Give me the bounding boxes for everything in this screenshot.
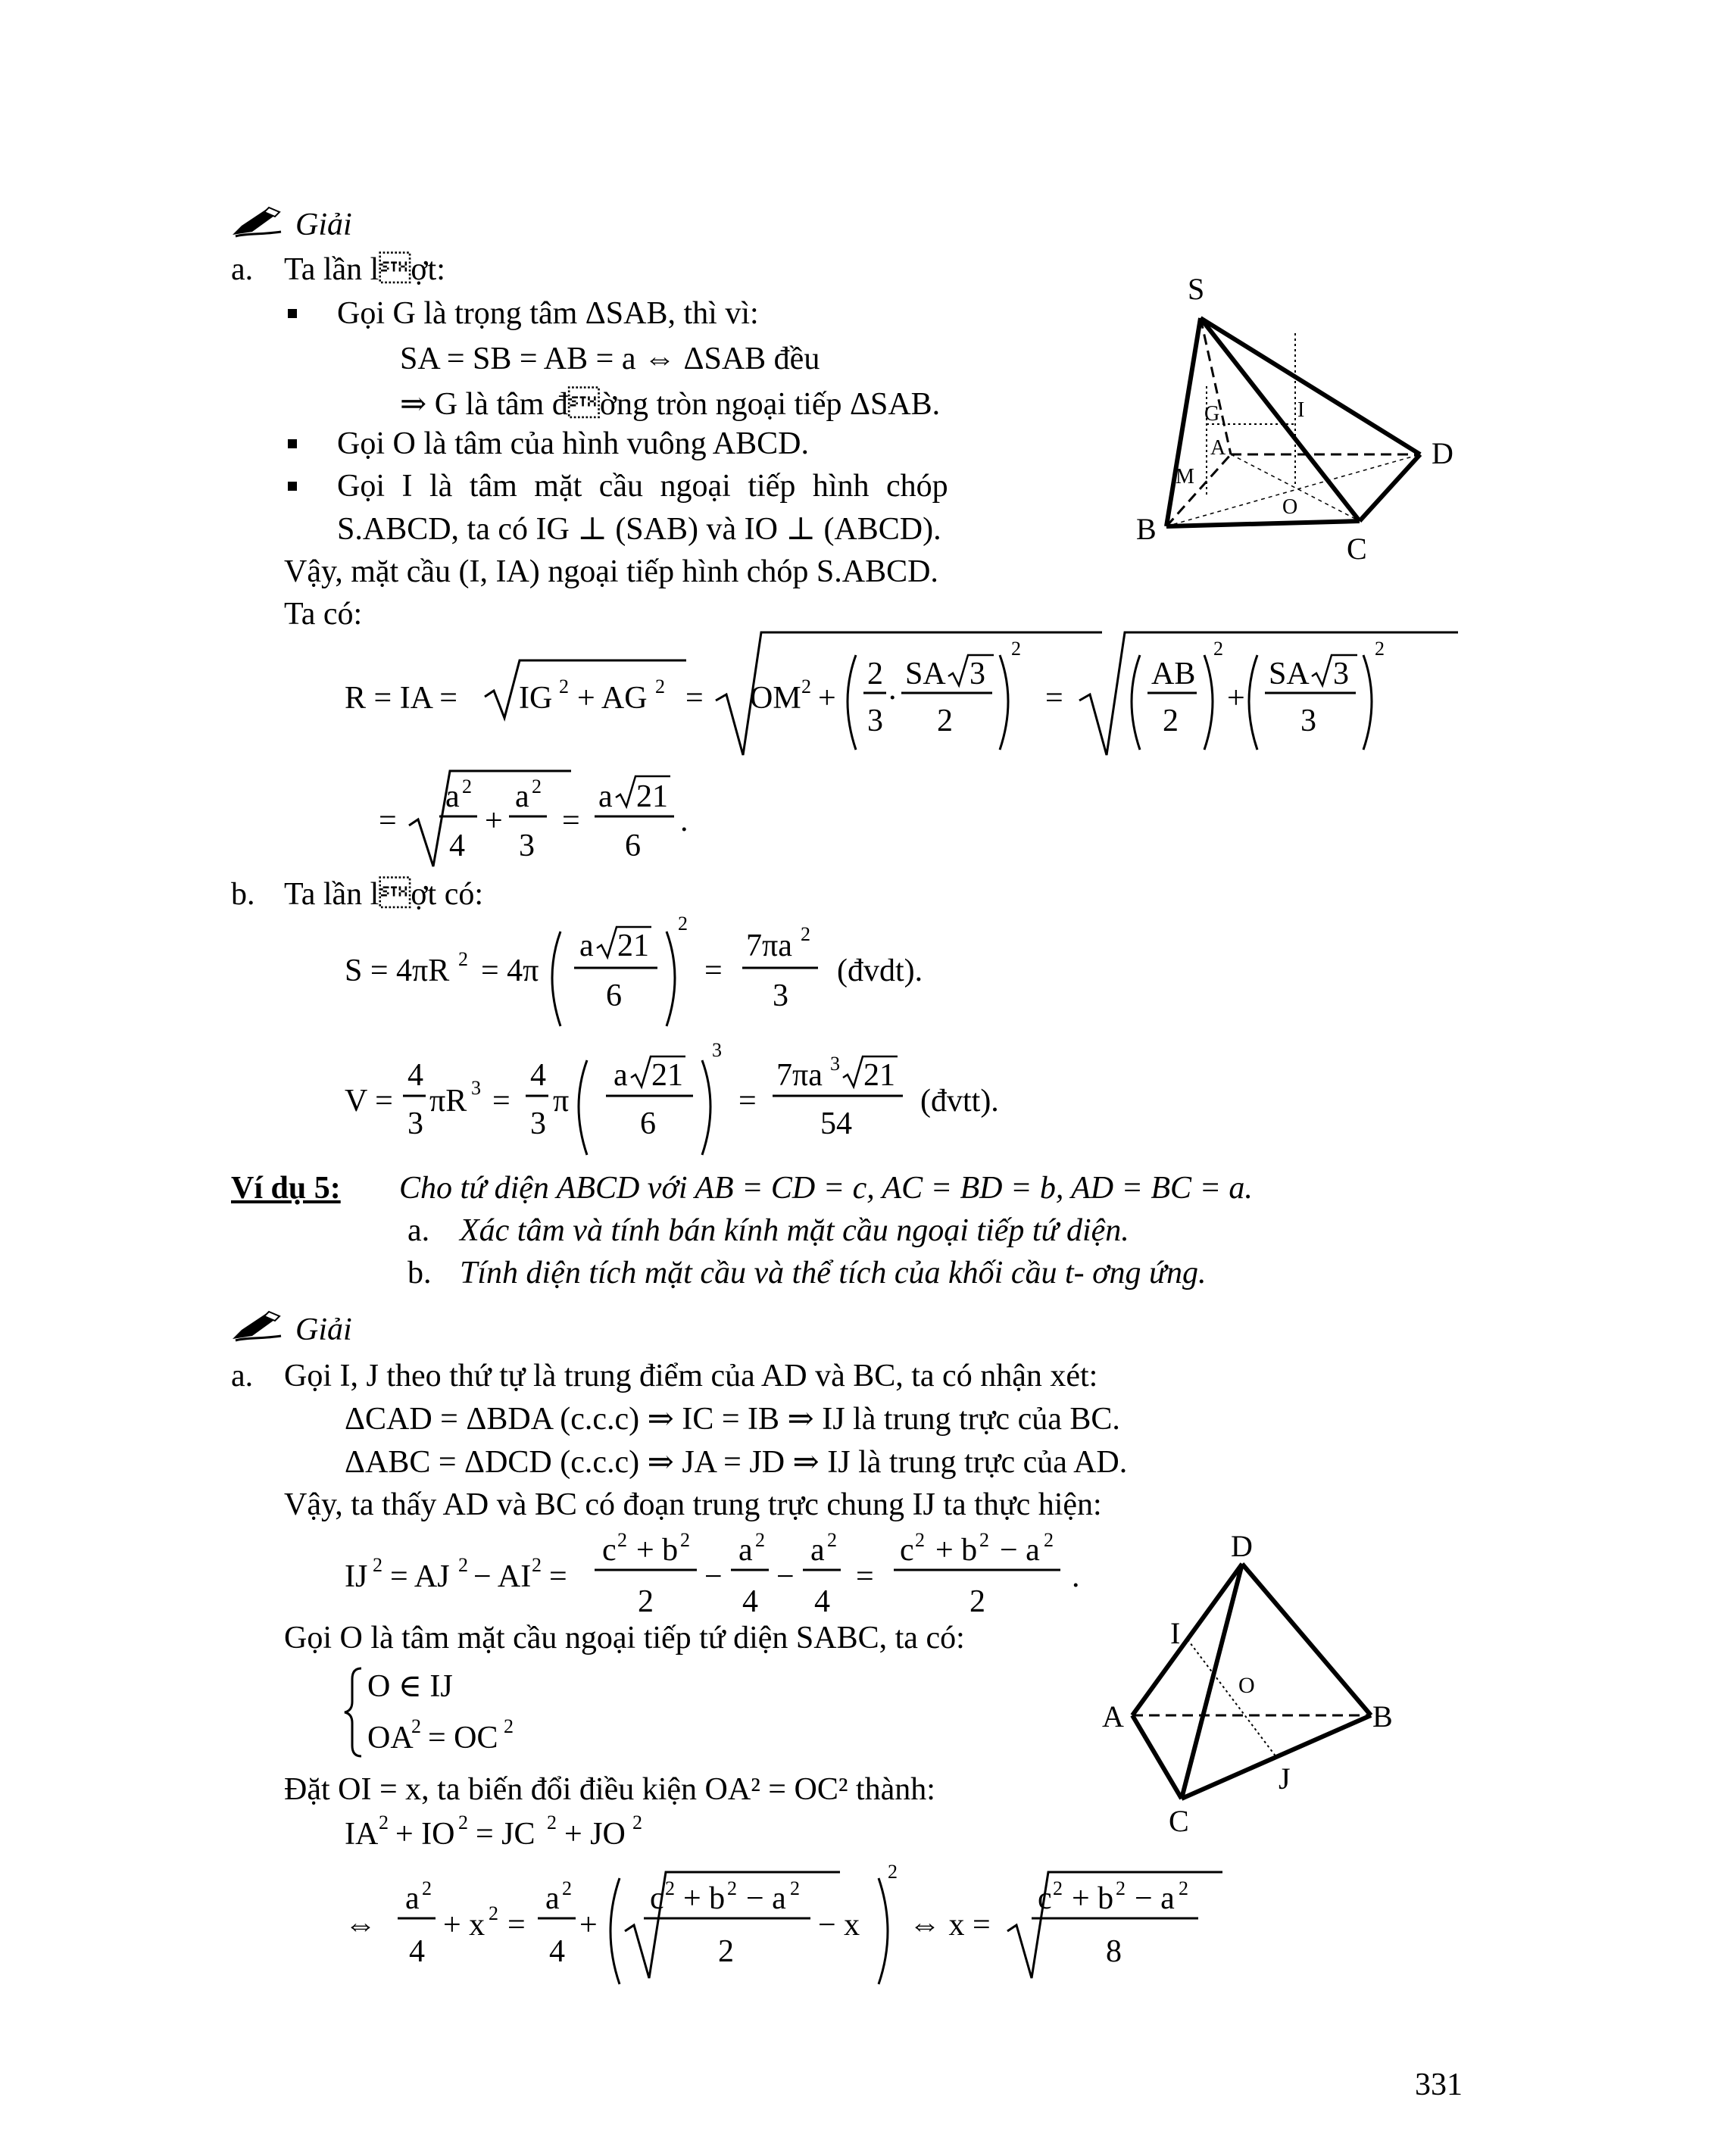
svg-text:4: 4 (530, 1058, 546, 1093)
svg-text:+ b: + b (683, 1881, 726, 1916)
svg-text:6: 6 (606, 978, 622, 1013)
svg-text:IJ: IJ (345, 1559, 368, 1594)
text-line: ΔCAD = ΔBDA (c.c.c) ⇒ IC = IB ⇒ IJ là trung trực của BC. (345, 1402, 1120, 1437)
bullet-text: Gọi G là trọng tâm ΔSAB, thì vì: (337, 296, 759, 331)
figure-label: O (1282, 495, 1298, 519)
svg-text:.: . (680, 804, 688, 838)
svg-text:2: 2 (979, 1529, 989, 1551)
svg-text:2: 2 (969, 1584, 985, 1619)
formula-radius (333, 625, 1394, 761)
svg-text:2: 2 (632, 1812, 642, 1833)
svg-text:2: 2 (379, 1812, 389, 1833)
svg-text:21: 21 (636, 779, 668, 814)
svg-text:6: 6 (640, 1106, 656, 1141)
svg-text:2: 2 (1213, 638, 1223, 660)
figure-label: C (1169, 1804, 1189, 1838)
svg-text:2: 2 (827, 1529, 837, 1551)
svg-text:2: 2 (718, 1934, 734, 1969)
svg-text:2: 2 (937, 704, 953, 738)
svg-text:a: a (598, 779, 613, 814)
svg-text:= OC: = OC (428, 1721, 498, 1755)
svg-text:2: 2 (532, 775, 542, 797)
svg-text:c: c (900, 1533, 914, 1568)
bullet-text: S.ABCD, ta có IG ⊥ (SAB) và IO ⊥ (ABCD). (337, 512, 941, 547)
part-b-intro: Ta lần lợt có: (284, 877, 484, 912)
svg-text:+: + (579, 1908, 598, 1943)
svg-text:+ b: + b (1072, 1881, 1114, 1916)
unit-volume: (đvtt). (920, 1084, 999, 1119)
example-label: Ví dụ 5: (231, 1171, 341, 1206)
svg-text:2: 2 (617, 1529, 627, 1551)
svg-text:−: − (704, 1559, 723, 1594)
solution-heading: Giải (295, 208, 352, 242)
svg-text:a: a (545, 1881, 560, 1916)
svg-text:⇔: ⇔ (345, 1908, 376, 1943)
svg-text:a: a (405, 1881, 420, 1916)
svg-text:π: π (553, 1084, 570, 1119)
figure-label: A (1102, 1699, 1124, 1734)
svg-text:=: = (507, 1908, 526, 1943)
svg-text:2: 2 (1375, 638, 1385, 660)
svg-text:21: 21 (617, 928, 649, 963)
svg-text:R = IA =: R = IA = (345, 681, 457, 716)
formula-volume (333, 1034, 1030, 1159)
page-number: 331 (1415, 2067, 1463, 2102)
svg-text:3: 3 (530, 1106, 546, 1141)
svg-text:2: 2 (888, 1861, 898, 1883)
task-a-marker: a. (407, 1213, 430, 1248)
svg-text:3: 3 (969, 657, 985, 691)
svg-text:2: 2 (1163, 704, 1179, 738)
figure-label: J (1279, 1762, 1291, 1796)
svg-text:.: . (888, 672, 897, 707)
formula-radius-result (364, 761, 727, 875)
svg-text:2: 2 (559, 676, 569, 697)
text-line: Gọi I, J theo thứ tự là trung điểm của AD và BC, ta có nhận xét: (284, 1359, 1098, 1393)
figure-label: C (1347, 532, 1367, 566)
svg-text:2: 2 (801, 676, 811, 697)
svg-text:OM: OM (750, 681, 801, 716)
svg-text:2: 2 (373, 1554, 382, 1576)
svg-text:3: 3 (1333, 657, 1349, 691)
svg-text:.: . (1072, 1559, 1080, 1594)
svg-text:=: = (549, 1559, 567, 1594)
pencil-icon (231, 204, 284, 238)
svg-text:3: 3 (519, 829, 535, 863)
svg-text:a: a (810, 1533, 825, 1568)
svg-text:3: 3 (407, 1106, 423, 1141)
svg-text:−: − (776, 1559, 795, 1594)
svg-text:3: 3 (471, 1077, 481, 1099)
svg-text:IA: IA (345, 1817, 379, 1852)
svg-text:=: = (492, 1084, 510, 1119)
svg-text:2: 2 (665, 1877, 675, 1899)
part-a-marker: a. (231, 252, 254, 287)
text-line: Vậy, ta thấy AD và BC có đoạn trung trực chung IJ ta thực hiện: (284, 1487, 1102, 1522)
svg-text:2: 2 (562, 1877, 572, 1899)
svg-text:4: 4 (449, 829, 465, 863)
svg-text:4: 4 (814, 1584, 830, 1619)
svg-text:8: 8 (1106, 1934, 1122, 1969)
svg-text:2: 2 (1011, 638, 1021, 660)
svg-text:2: 2 (1044, 1529, 1054, 1551)
equation-line: SA = SB = AB = a ⇔ ΔSAB đều (400, 342, 820, 376)
svg-text:=: = (856, 1559, 874, 1594)
bullet-icon (288, 482, 297, 491)
svg-text:+: + (818, 681, 836, 716)
svg-text:− a: − a (1135, 1881, 1175, 1916)
figure-label: I (1297, 398, 1305, 422)
part-a-intro: Ta lần lợt: (284, 252, 445, 287)
svg-text:2: 2 (727, 1877, 737, 1899)
svg-text:21: 21 (651, 1058, 683, 1093)
svg-text:=: = (1045, 681, 1063, 716)
svg-text:a: a (445, 779, 460, 814)
svg-text:− x: − x (818, 1908, 860, 1943)
part-b-marker: b. (231, 877, 255, 912)
svg-text:2: 2 (915, 1529, 925, 1551)
svg-text:4: 4 (742, 1584, 758, 1619)
svg-text:2: 2 (547, 1812, 557, 1833)
svg-text:3: 3 (867, 704, 883, 738)
svg-text:c: c (602, 1533, 617, 1568)
svg-text:+ x: + x (443, 1908, 486, 1943)
svg-text:⇔ x =: ⇔ x = (909, 1908, 991, 1943)
svg-text:2: 2 (680, 1529, 690, 1551)
svg-text:= 4π: = 4π (481, 953, 539, 988)
figure-label: O (1238, 1673, 1255, 1698)
task-a-text: Xác tâm và tính bán kính mặt cầu ngoại tiếp tứ diện. (460, 1213, 1129, 1248)
svg-text:AB: AB (1151, 657, 1196, 691)
system-line: O ∈ IJ (367, 1669, 453, 1704)
svg-text:=: = (379, 804, 397, 838)
formula-ij (333, 1522, 1106, 1628)
part-a-marker: a. (231, 1359, 254, 1393)
svg-text:3: 3 (712, 1039, 722, 1061)
svg-text:S = 4πR: S = 4πR (345, 953, 450, 988)
svg-text:3: 3 (1300, 704, 1316, 738)
svg-text:+ AG: + AG (577, 681, 648, 716)
bullet-icon (288, 439, 297, 448)
unit-area: (đvdt). (837, 953, 923, 988)
svg-text:2: 2 (458, 948, 468, 970)
task-b-marker: b. (407, 1256, 432, 1290)
figure-label: D (1432, 436, 1453, 470)
svg-text:2: 2 (638, 1584, 654, 1619)
svg-text:2: 2 (801, 923, 810, 945)
svg-text:2: 2 (532, 1554, 542, 1576)
formula-area (333, 909, 954, 1030)
svg-text:2: 2 (655, 676, 665, 697)
formula-equation (333, 1810, 727, 1855)
svg-text:2: 2 (458, 1554, 468, 1576)
bullet-text: Gọi O là tâm của hình vuông ABCD. (337, 426, 809, 461)
svg-text:=: = (738, 1084, 757, 1119)
svg-text:SA: SA (1269, 657, 1310, 691)
system-brace (345, 1665, 572, 1763)
text-line: Đặt OI = x, ta biến đổi điều kiện OA² = OC² thành: (284, 1772, 935, 1807)
example-statement: Cho tứ diện ABCD với AB = CD = c, AC = BD = b, AD = BC = a. (399, 1171, 1253, 1206)
svg-text:SA: SA (905, 657, 946, 691)
svg-text:+ b: + b (636, 1533, 679, 1568)
svg-text:2: 2 (790, 1877, 800, 1899)
svg-text:2: 2 (411, 1715, 421, 1737)
svg-text:2: 2 (489, 1902, 498, 1924)
svg-text:2: 2 (462, 775, 472, 797)
svg-text:OA: OA (367, 1721, 414, 1755)
svg-text:c: c (1038, 1881, 1052, 1916)
figure-label: S (1188, 272, 1205, 306)
formula-solution-x (333, 1859, 1227, 1988)
bullet-icon (288, 309, 297, 318)
svg-text:πR: πR (429, 1084, 467, 1119)
svg-text:2: 2 (1053, 1877, 1063, 1899)
svg-text:4: 4 (549, 1934, 565, 1969)
figure-label: A (1210, 436, 1226, 460)
taco-text: Ta có: (284, 597, 363, 632)
equation-line: ⇒ G là tâm đờng tròn ngoại tiếp ΔSAB. (400, 387, 941, 422)
svg-text:2: 2 (504, 1715, 514, 1737)
svg-text:a: a (579, 928, 594, 963)
svg-text:2: 2 (422, 1877, 432, 1899)
svg-text:21: 21 (863, 1058, 895, 1093)
svg-text:=: = (685, 681, 704, 716)
svg-text:+ b: + b (935, 1533, 978, 1568)
svg-text:7πa: 7πa (746, 928, 792, 963)
pencil-icon (231, 1309, 284, 1342)
figure-label: B (1136, 512, 1157, 546)
bullet-text: Gọi I là tâm mặt cầu ngoại tiếp hình chóp (337, 469, 948, 504)
svg-text:+ JO: + JO (564, 1817, 626, 1852)
task-b-text: Tính diện tích mặt cầu và thể tích của khối cầu t- ơng ứng. (460, 1256, 1207, 1290)
svg-text:+: + (1227, 681, 1245, 716)
svg-text:7πa: 7πa (776, 1058, 823, 1093)
tetrahedron-figure (1091, 1522, 1424, 1840)
svg-text:54: 54 (820, 1106, 852, 1141)
svg-text:4: 4 (407, 1058, 423, 1093)
figure-label: M (1176, 465, 1194, 488)
svg-text:3: 3 (773, 978, 788, 1013)
text-line: ΔABC = ΔDCD (c.c.c) ⇒ JA = JD ⇒ IJ là trung trực của AD. (345, 1445, 1128, 1480)
svg-text:+: + (485, 804, 503, 838)
svg-text:2: 2 (1179, 1877, 1188, 1899)
svg-text:V =: V = (345, 1084, 393, 1119)
svg-text:− a: − a (1000, 1533, 1040, 1568)
svg-text:− a: − a (746, 1881, 786, 1916)
figure-label: B (1372, 1699, 1393, 1734)
svg-text:2: 2 (867, 657, 883, 691)
solution-heading: Giải (295, 1312, 352, 1347)
svg-text:2: 2 (1116, 1877, 1126, 1899)
pyramid-figure (1121, 273, 1485, 576)
svg-text:a: a (614, 1058, 628, 1093)
svg-text:=: = (704, 953, 723, 988)
figure-label: D (1231, 1529, 1253, 1563)
figure-label: I (1170, 1616, 1181, 1650)
svg-text:c: c (650, 1881, 664, 1916)
figure-label: G (1204, 402, 1220, 426)
svg-text:2: 2 (458, 1812, 468, 1833)
svg-text:+ IO: + IO (395, 1817, 455, 1852)
svg-text:4: 4 (409, 1934, 425, 1969)
svg-text:3: 3 (830, 1053, 840, 1075)
svg-text:2: 2 (678, 913, 688, 935)
svg-text:= JC: = JC (476, 1817, 535, 1852)
svg-text:− AI: − AI (473, 1559, 532, 1594)
text-line: Gọi O là tâm mặt cầu ngoại tiếp tứ diện SABC, ta có: (284, 1621, 965, 1655)
svg-text:= AJ: = AJ (390, 1559, 450, 1594)
svg-text:a: a (738, 1533, 753, 1568)
svg-text:IG: IG (519, 681, 553, 716)
svg-text:=: = (562, 804, 580, 838)
svg-text:a: a (515, 779, 529, 814)
svg-text:2: 2 (755, 1529, 765, 1551)
conclusion-text: Vậy, mặt cầu (I, IA) ngoại tiếp hình chóp S.ABCD. (284, 554, 938, 589)
svg-text:6: 6 (625, 829, 641, 863)
